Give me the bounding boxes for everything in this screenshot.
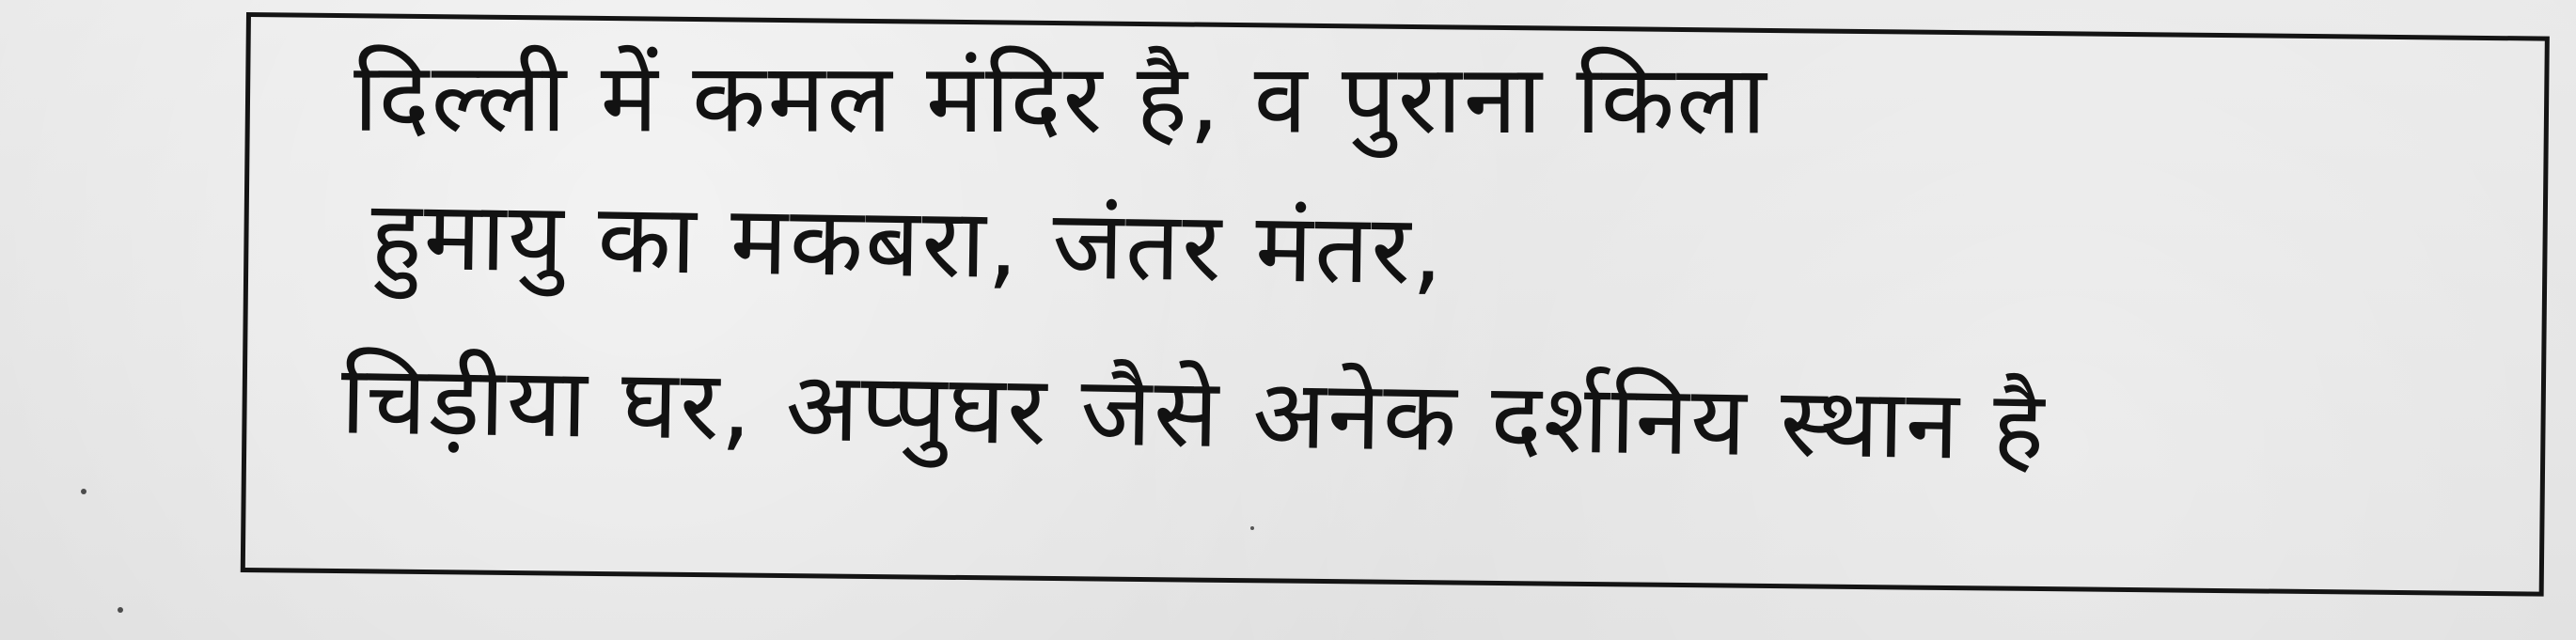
handwritten-line-3: चिड़ीया घर, अप्पुघर जैसे अनेक दर्शनिय स्थान है bbox=[339, 344, 2048, 483]
handwritten-line-1: दिल्ली में कमल मंदिर है, व पुराना किला bbox=[353, 41, 1768, 157]
handwritten-line-2: हुमायु का मकबरा, जंतर मंतर, bbox=[369, 180, 1446, 307]
answer-box bbox=[241, 12, 2550, 597]
ink-mark bbox=[118, 607, 123, 613]
ink-mark bbox=[81, 489, 86, 494]
